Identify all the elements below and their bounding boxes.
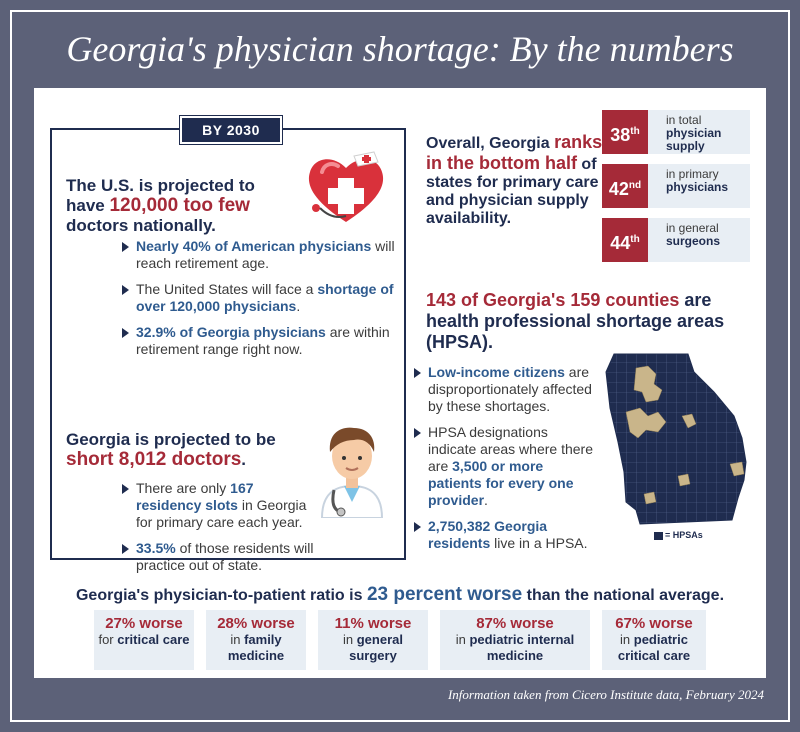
rank-label-pre: in primary bbox=[666, 167, 719, 181]
ratio-post: than the national average. bbox=[522, 587, 725, 604]
content-panel bbox=[34, 88, 766, 678]
list-item bbox=[122, 480, 322, 531]
rank-number bbox=[602, 164, 648, 208]
rank-suffix: th bbox=[630, 126, 640, 137]
bullet-text: of those residents will practice out of state. bbox=[136, 540, 314, 573]
stat-area: pediatric critical care bbox=[617, 632, 691, 663]
hpsa-highlight: 143 of Georgia's 159 counties bbox=[426, 290, 680, 310]
rank-row-primary-physicians bbox=[602, 164, 750, 208]
bullet-bold: Nearly 40% of American physicians bbox=[136, 238, 372, 254]
rank-number bbox=[602, 218, 648, 262]
rank-label-pre: in general bbox=[666, 221, 719, 235]
hpsa-heading bbox=[426, 290, 756, 353]
stat-percent: 87% worse bbox=[476, 615, 554, 632]
ga-line1: Georgia is projected to be bbox=[66, 430, 276, 449]
doctor-icon bbox=[314, 422, 390, 518]
rank-row-general-surgeons bbox=[602, 218, 750, 262]
list-item bbox=[122, 324, 402, 358]
page-title: Georgia's physician shortage: By the numbers bbox=[66, 29, 734, 69]
us-projection-heading bbox=[66, 176, 286, 236]
list-item bbox=[122, 540, 322, 574]
ga-end: . bbox=[241, 450, 247, 469]
by-2030-badge: BY 2030 bbox=[180, 116, 282, 144]
bullet-text: will reach retirement age. bbox=[136, 238, 395, 271]
stat-pediatric-internal-medicine bbox=[440, 610, 590, 670]
list-item bbox=[414, 518, 594, 552]
by-2030-box bbox=[50, 122, 406, 573]
bullet-bold: shortage of over 120,000 physicians bbox=[136, 281, 394, 314]
us-bullet-list bbox=[122, 238, 402, 367]
bullet-bold: 3,500 or more patients for every one provider bbox=[428, 458, 574, 508]
bullet-text: The United States will face a bbox=[136, 281, 318, 297]
rank-label bbox=[648, 218, 750, 262]
stat-pre: for bbox=[98, 632, 118, 647]
rank-label-bold: physician supply bbox=[666, 126, 722, 153]
us-line2: doctors nationally. bbox=[66, 216, 216, 235]
ratio-highlight: 23 percent worse bbox=[366, 584, 523, 605]
legend-swatch bbox=[654, 532, 663, 540]
stat-area: pediatric internal medicine bbox=[469, 632, 575, 663]
rank-value: 44 bbox=[610, 233, 631, 253]
list-item bbox=[414, 364, 594, 415]
stat-area: family medicine bbox=[227, 632, 285, 663]
bullet-bold: Low-income citizens bbox=[428, 364, 565, 380]
legend-label: = HPSAs bbox=[665, 530, 703, 540]
stat-pediatric-critical-care bbox=[602, 610, 706, 670]
bullet-bold: 32.9% of Georgia physicians bbox=[136, 324, 326, 340]
georgia-bullet-list bbox=[122, 480, 322, 583]
hpsa-exempt-county-south bbox=[644, 492, 656, 504]
bullet-text: HPSA designations indicate areas where there are bbox=[428, 424, 593, 474]
rank-pre: Overall, Georgia bbox=[426, 135, 555, 152]
stat-area: general surgery bbox=[349, 632, 403, 663]
rank-label-pre: in total bbox=[666, 113, 702, 127]
heart-nurse-icon bbox=[302, 150, 390, 226]
georgia-hpsa-map bbox=[596, 352, 756, 530]
ranking-summary bbox=[426, 132, 606, 228]
stat-area: critical care bbox=[117, 632, 190, 647]
rank-value: 38 bbox=[610, 125, 631, 145]
us-line1: The U.S. is projected to have bbox=[66, 176, 255, 215]
rank-post: of states for primary care and physician supply availability. bbox=[426, 156, 599, 227]
rank-label bbox=[648, 164, 750, 208]
bullet-text: are disproportionately affected by these shortages. bbox=[428, 364, 592, 414]
stat-percent: 67% worse bbox=[615, 615, 693, 632]
bullet-bold: 167 residency slots bbox=[136, 480, 254, 513]
stat-general-surgery bbox=[318, 610, 428, 670]
ratio-heading bbox=[34, 584, 766, 606]
bullet-bold: 33.5% bbox=[136, 540, 176, 556]
stat-pre: in bbox=[455, 632, 470, 647]
bullet-text: in Georgia for primary care each year. bbox=[136, 497, 307, 530]
rank-label-bold: surgeons bbox=[666, 234, 721, 248]
rank-number bbox=[602, 110, 648, 154]
stat-critical-care bbox=[94, 610, 194, 670]
rank-row-physician-supply bbox=[602, 110, 750, 154]
rank-suffix: nd bbox=[628, 180, 642, 191]
list-item bbox=[122, 281, 402, 315]
list-item bbox=[414, 424, 594, 509]
stat-pre: in bbox=[343, 632, 357, 647]
bullet-text: live in a HPSA. bbox=[490, 535, 588, 551]
map-legend bbox=[654, 530, 703, 540]
ratio-pre: Georgia's physician-to-patient ratio is bbox=[75, 587, 367, 604]
hpsa-exempt-county-south-central bbox=[678, 474, 690, 486]
rank-label-bold: physicians bbox=[666, 180, 729, 194]
hpsa-rest: are health professional shortage areas (HPSA). bbox=[426, 290, 725, 352]
stat-percent: 11% worse bbox=[334, 615, 412, 632]
rank-value: 42 bbox=[608, 179, 629, 199]
stat-percent: 27% worse bbox=[105, 615, 183, 632]
bullet-text: . bbox=[296, 298, 301, 314]
hpsa-bullet-list bbox=[414, 364, 594, 561]
rank-suffix: th bbox=[630, 234, 640, 245]
bullet-text: There are only bbox=[136, 480, 231, 496]
bullet-bold: 2,750,382 Georgia residents bbox=[428, 518, 548, 551]
ga-highlight: short 8,012 doctors bbox=[66, 449, 242, 470]
rank-label bbox=[648, 110, 750, 154]
bullet-text: . bbox=[484, 492, 488, 508]
georgia-projection-heading bbox=[66, 430, 306, 470]
rank-highlight: ranks in the bottom half bbox=[426, 132, 603, 173]
bullet-text: are within retirement range right now. bbox=[136, 324, 390, 357]
stat-family-medicine bbox=[206, 610, 306, 670]
list-item bbox=[122, 238, 402, 272]
stat-pre: in bbox=[620, 632, 634, 647]
stat-pre: in bbox=[230, 632, 245, 647]
source-footer: Information taken from Cicero Institute data, February 2024 bbox=[447, 687, 764, 702]
us-highlight: 120,000 too few bbox=[109, 195, 250, 216]
stat-percent: 28% worse bbox=[217, 615, 295, 632]
